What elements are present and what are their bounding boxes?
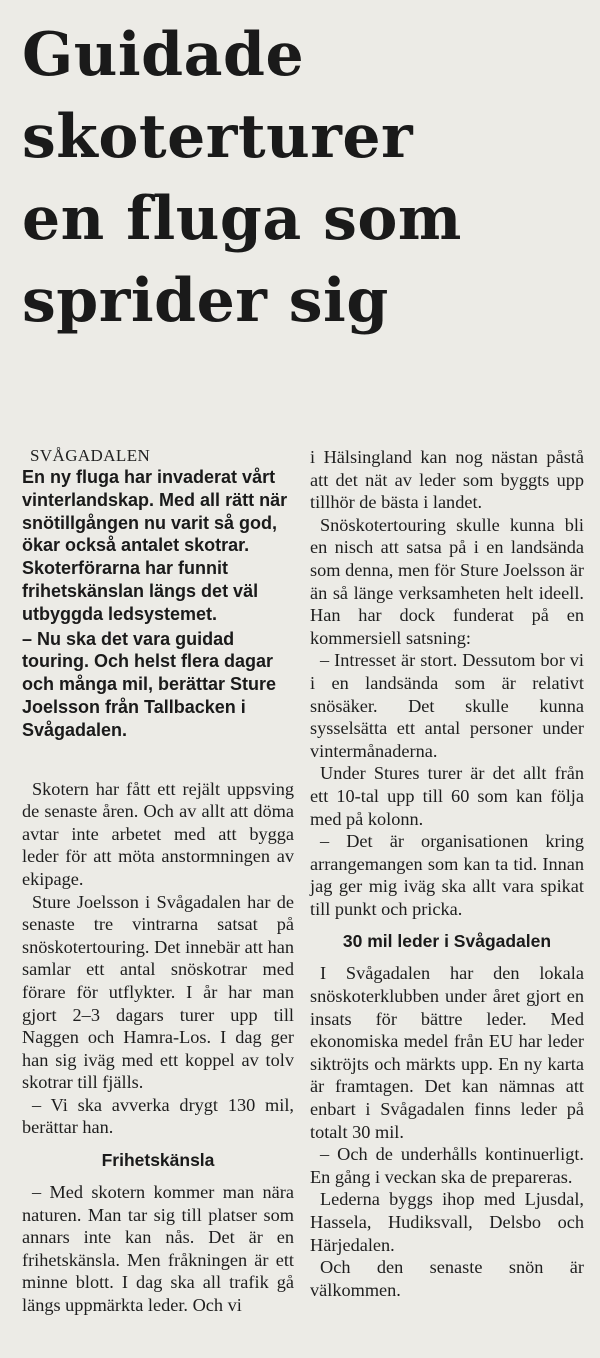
- subheading: 30 mil leder i Svågadalen: [342, 931, 552, 952]
- left-column: [22, 446, 294, 1317]
- headline-line: skoterturer: [22, 102, 414, 172]
- headline-line: en fluga som: [22, 184, 462, 254]
- subheading: Frihetskänsla: [101, 1150, 215, 1171]
- headline: [22, 14, 592, 342]
- body-paragraph: – Och de underhålls kontinuerligt. En gång i veckan ska de prepareras.: [310, 1144, 584, 1187]
- right-column: [310, 446, 584, 1301]
- lede-paragraph: En ny fluga har invaderat vårt vinterlandskap. Med all rätt när snötillgången nu varit så god, ökar också antalet skotrar. Skoterförarna har funnit frihetskänslan längs det väl utbyggda ledsystemet.: [22, 467, 288, 624]
- body-paragraph: Skotern har fått ett rejält uppsving de senaste åren. Och av allt att döma avtar inte arbetet med att bygga leder för att möta anstormningen av ekipage.: [22, 778, 294, 889]
- body-paragraph: I Svågadalen har den lokala snöskoterklubben under året gjort en insats för bättre leder. Med ekonomiska medel från EU har leder siktröjts och märkts upp. En ny karta är framtagen. Det kan nämnas att enbart i Svågadalen finns leder på totalt 30 mil.: [310, 963, 584, 1142]
- lede-paragraph: – Nu ska det vara guidad touring. Och helst flera dagar och många mil, berättar Sture Joelsson från Tallbacken i Svågadalen.: [22, 628, 277, 740]
- body-paragraph: Lederna byggs ihop med Ljusdal, Hassela, Hudiksvall, Delsbo och Härjedalen.: [310, 1189, 584, 1255]
- body-paragraph: Sture Joelsson i Svågadalen har de senaste tre vintrarna satsat på snöskotertouring. Det innebär att han samlar ett antal snöskotrar med förare för utflykter. I år har man gjort 2–3 dagars turer upp till Naggen och Hamra-Los. I dag ger han sig iväg med ett koppel av tolv skotrar till fjälls.: [22, 891, 294, 1093]
- body-paragraph: i Hälsingland kan nog nästan påstå att det nät av leder som byggts upp tillhör de bästa i landet.: [310, 447, 584, 513]
- dateline: SVÅGADALEN: [30, 446, 151, 465]
- body-paragraph: Och den senaste snön är välkommen.: [310, 1257, 584, 1300]
- body-paragraph: – Vi ska avverka drygt 130 mil, berättar han.: [22, 1094, 294, 1138]
- body-paragraph: – Med skotern kommer man nära naturen. Man tar sig till platser som annars inte kan nås. Det är en frihetskänsla. Men fråkningen är ett minne blott. I dag ska all trafik gå längs uppmärkta leder. Och vi: [22, 1182, 294, 1316]
- body-paragraph: – Intresset är stort. Dessutom bor vi i en landsända som är relativt snösäker. Det skulle kunna sysselsätta ett antal personer under vintermånaderna.: [310, 650, 584, 761]
- spacer: [22, 742, 294, 778]
- headline-line: Guidade: [22, 20, 305, 90]
- body-paragraph: Snöskotertouring skulle kunna bli en nisch att satsa på i en landsända som denna, men för Sture Joelsson är än så länge verksamheten helt ideell. Han har dock funderat på en kommersiell satsning:: [310, 514, 584, 648]
- body-paragraph: Under Stures turer är det allt från ett 10-tal upp till 60 som kan följa med på kolonn.: [310, 763, 584, 829]
- body-paragraph: – Det är organisationen kring arrangemangen som kan ta tid. Innan jag ger mig iväg ska allt vara spikat till punkt och pricka.: [310, 831, 584, 919]
- headline-line: sprider sig: [22, 266, 389, 336]
